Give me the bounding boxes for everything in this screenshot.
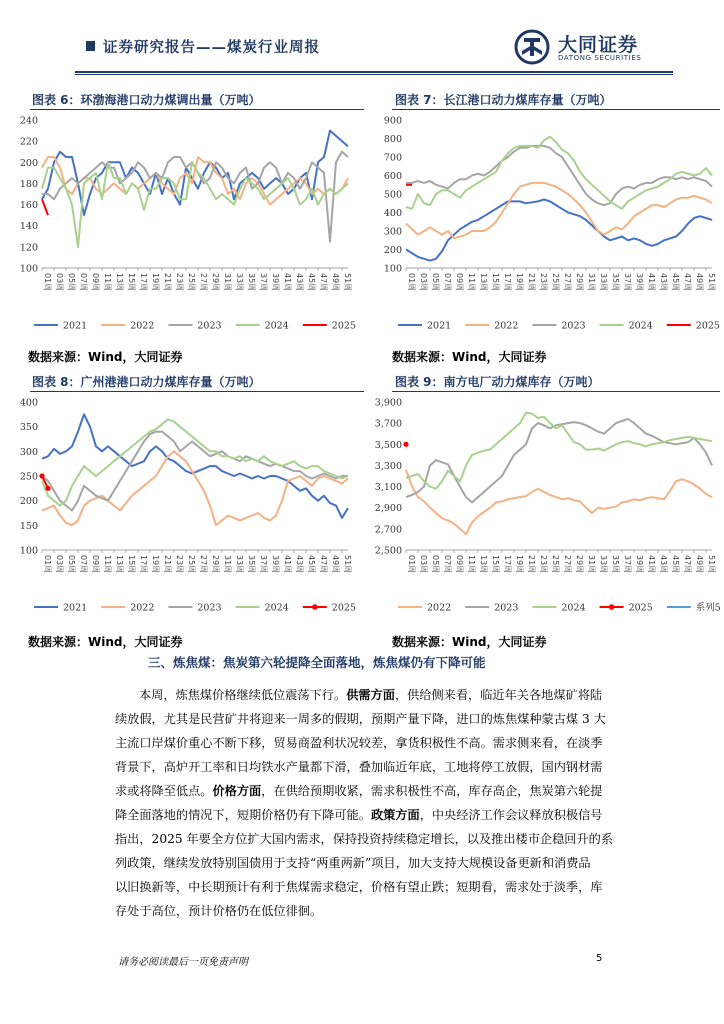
legend-label-2023: 2023 [197, 602, 222, 614]
para-text: ，供给侧来看，临近年关各地煤矿将陆 [394, 688, 603, 702]
disclaimer-note: 请务必阅读最后一页免责声明 [118, 957, 248, 968]
legend-label-2024: 2024 [628, 320, 653, 332]
figure-7-rule [392, 109, 720, 110]
legend-label-2024: 2024 [264, 602, 289, 614]
x-tick-label: 31周 [223, 555, 232, 574]
series-line-2023 [406, 146, 712, 205]
x-tick-label: 45周 [307, 555, 316, 574]
x-tick-label: 41周 [283, 555, 292, 574]
x-tick-label: 11周 [103, 273, 112, 292]
para-line: 指出，2025 年要全方位扩大国内需求，保持投资持续稳定增长，以及推出楼市企稳回升的系 [115, 832, 614, 846]
legend-label-2021: 2021 [63, 602, 88, 614]
legend-label-2023: 2023 [197, 320, 222, 332]
x-tick-label: 51周 [343, 273, 352, 292]
x-tick-label: 27周 [199, 273, 208, 292]
legend-label-2022: 2022 [494, 320, 519, 332]
x-tick-label: 37周 [259, 555, 268, 574]
figure-6-title: 图表 6：环渤海港口动力煤调出量（万吨） [32, 93, 261, 107]
x-tick-label: 09周 [455, 555, 464, 574]
x-tick-label: 15周 [127, 273, 136, 292]
para-text: ，中央经济工作会议释放积极信号 [419, 808, 603, 822]
x-tick-label: 17周 [503, 273, 512, 292]
para-text: 降全面落地的情况下，短期价格仍有下降可能。 [115, 808, 371, 822]
x-tick-label: 09周 [91, 273, 100, 292]
series-line-2022 [406, 183, 712, 239]
figure-6-source: 数据来源：Wind，大同证券 [28, 350, 183, 364]
y-tick-label: 3,100 [374, 482, 402, 494]
x-tick-label: 11周 [467, 555, 476, 574]
x-tick-label: 19周 [515, 555, 524, 574]
x-tick-label: 43周 [295, 555, 304, 574]
series-point-2025 [403, 442, 408, 447]
x-tick-label: 15周 [127, 555, 136, 574]
x-tick-label: 51周 [343, 555, 352, 574]
figure-9-title: 图表 9：南方电厂动力煤库存（万吨） [395, 375, 600, 389]
x-tick-label: 23周 [175, 555, 184, 574]
figure-9-source: 数据来源：Wind，大同证券 [392, 635, 547, 649]
logo-chinese-name: 大同证券 [558, 34, 639, 56]
x-tick-label: 43周 [295, 273, 304, 292]
y-tick-label: 2,700 [374, 524, 402, 536]
x-tick-label: 31周 [587, 555, 596, 574]
x-tick-label: 13周 [115, 273, 124, 292]
y-tick-label: 200 [19, 496, 38, 508]
x-tick-label: 29周 [211, 555, 220, 574]
x-tick-label: 47周 [683, 273, 692, 292]
x-tick-label: 17周 [139, 555, 148, 574]
x-tick-label: 03周 [419, 555, 428, 574]
legend-label-2022: 2022 [130, 602, 155, 614]
x-tick-label: 41周 [647, 273, 656, 292]
x-tick-label: 05周 [67, 555, 76, 574]
y-tick-label: 500 [383, 189, 402, 201]
x-tick-label: 33周 [599, 555, 608, 574]
legend-label-2025: 2025 [331, 602, 356, 614]
x-tick-label: 29周 [211, 273, 220, 292]
y-tick-label: 100 [383, 263, 402, 275]
legend-label-2023: 2023 [561, 320, 586, 332]
figure-7-source: 数据来源：Wind，大同证券 [392, 350, 547, 364]
x-tick-label: 15周 [491, 273, 500, 292]
section-title: 三、炼焦煤：焦炭第六轮提降全面落地，炼焦煤仍有下降可能 [148, 655, 486, 670]
x-tick-label: 37周 [623, 273, 632, 292]
x-tick-label: 39周 [635, 273, 644, 292]
header-rule-thin [75, 74, 673, 75]
x-tick-label: 49周 [695, 555, 704, 574]
y-tick-label: 100 [19, 545, 38, 557]
x-tick-label: 01周 [407, 273, 416, 292]
y-tick-label: 160 [19, 200, 38, 212]
y-tick-label: 180 [19, 178, 38, 190]
x-tick-label: 35周 [247, 273, 256, 292]
legend-label-系列5: 系列5 [695, 602, 721, 614]
header-rule [75, 71, 673, 73]
x-tick-label: 35周 [611, 555, 620, 574]
y-tick-label: 150 [19, 520, 38, 532]
series-line-2023 [42, 432, 348, 511]
figure-8-source: 数据来源：Wind，大同证券 [28, 635, 183, 649]
x-tick-label: 43周 [659, 555, 668, 574]
x-tick-label: 05周 [431, 273, 440, 292]
x-tick-label: 35周 [247, 555, 256, 574]
x-tick-label: 35周 [611, 273, 620, 292]
x-tick-label: 39周 [635, 555, 644, 574]
para-emphasis-policy: 政策方面 [370, 808, 420, 822]
y-tick-label: 3,900 [374, 397, 402, 409]
y-tick-label: 400 [383, 208, 402, 219]
para-text: 本周，炼焦煤价格继续低位震荡下行。 [139, 688, 347, 702]
x-tick-label: 09周 [455, 273, 464, 292]
para-line: 背景下，高炉开工率和日均铁水产量都下滑，叠加临近年底，工地将停工放假，国内钢材需 [115, 760, 603, 774]
x-tick-label: 03周 [55, 555, 64, 574]
x-tick-label: 49周 [695, 273, 704, 292]
x-tick-label: 21周 [527, 555, 536, 574]
figure-9-rule [392, 391, 720, 392]
series-point-2025 [45, 486, 50, 491]
series-line-2022 [406, 470, 712, 534]
x-tick-label: 07周 [443, 273, 452, 292]
x-tick-label: 33周 [599, 273, 608, 292]
series-line-2024 [42, 419, 348, 505]
x-tick-label: 45周 [671, 555, 680, 574]
x-tick-label: 51周 [707, 273, 716, 292]
x-tick-label: 03周 [419, 273, 428, 292]
series-line-2021 [406, 200, 712, 261]
x-tick-label: 05周 [431, 555, 440, 574]
para-line: 列政策，继续发放特别国债用于支持“两重两新”项目，加大支持大规模设备更新和消费品 [115, 856, 591, 870]
y-tick-label: 300 [383, 226, 402, 238]
x-tick-label: 03周 [55, 273, 64, 292]
para-text: 求或将降至低点。 [115, 784, 213, 798]
figure-8-title: 图表 8：广州港港口动力煤库存量（万吨） [32, 375, 261, 389]
y-tick-label: 3,500 [374, 439, 402, 451]
x-tick-label: 11周 [467, 273, 476, 292]
y-tick-label: 900 [383, 115, 402, 127]
y-tick-label: 250 [19, 471, 38, 483]
x-tick-label: 11周 [103, 555, 112, 574]
y-tick-label: 350 [19, 422, 38, 434]
y-tick-label: 3,300 [374, 460, 402, 472]
x-tick-label: 49周 [331, 555, 340, 574]
x-tick-label: 07周 [443, 555, 452, 574]
y-tick-label: 800 [383, 134, 402, 145]
y-tick-label: 240 [19, 115, 38, 127]
legend-label-2021: 2021 [427, 320, 452, 332]
y-tick-label: 200 [19, 157, 38, 169]
x-tick-label: 29周 [575, 555, 584, 574]
y-tick-label: 220 [19, 136, 38, 148]
legend-label-2022: 2022 [427, 602, 452, 614]
x-tick-label: 47周 [319, 555, 328, 574]
series-point-2025 [39, 473, 44, 478]
y-tick-label: 700 [383, 152, 402, 164]
x-tick-label: 15周 [491, 555, 500, 574]
x-tick-label: 13周 [479, 273, 488, 292]
y-tick-label: 600 [383, 171, 402, 182]
x-tick-label: 23周 [539, 555, 548, 574]
x-tick-label: 31周 [587, 273, 596, 292]
y-tick-label: 140 [19, 221, 38, 233]
x-tick-label: 45周 [307, 273, 316, 292]
legend-marker-2025 [312, 604, 318, 610]
para-emphasis-price: 价格方面 [212, 784, 262, 798]
x-tick-label: 49周 [331, 273, 340, 292]
x-tick-label: 41周 [283, 273, 292, 292]
y-tick-label: 3,700 [374, 418, 402, 430]
x-tick-label: 01周 [43, 273, 52, 292]
figure-8-rule [30, 391, 364, 392]
x-tick-label: 33周 [235, 273, 244, 292]
legend-label-2025: 2025 [331, 320, 356, 332]
x-tick-label: 29周 [575, 273, 584, 292]
figure-6-rule [30, 109, 364, 110]
x-tick-label: 37周 [259, 273, 268, 292]
chart-8 [2, 394, 358, 622]
x-tick-label: 01周 [43, 555, 52, 574]
x-tick-label: 33周 [235, 555, 244, 574]
x-tick-label: 31周 [223, 273, 232, 292]
x-tick-label: 01周 [407, 555, 416, 574]
report-title: 证券研究报告——煤炭行业周报 [103, 40, 320, 56]
x-tick-label: 17周 [503, 555, 512, 574]
x-tick-label: 51周 [707, 555, 716, 574]
figure-7-title: 图表 7：长江港口动力煤库存量（万吨） [395, 93, 612, 107]
x-tick-label: 41周 [647, 555, 656, 574]
x-tick-label: 37周 [623, 555, 632, 574]
x-tick-label: 17周 [139, 273, 148, 292]
x-tick-label: 39周 [271, 273, 280, 292]
para-line: 续放假，尤其是民营矿井将迎来一周多的假期，预期产量下降，进口的炼焦煤种蒙古煤 3 大 [115, 712, 606, 726]
x-tick-label: 21周 [527, 273, 536, 292]
x-tick-label: 25周 [551, 555, 560, 574]
y-tick-label: 2,500 [374, 545, 402, 557]
series-line-2023 [42, 152, 348, 242]
x-tick-label: 21周 [163, 555, 172, 574]
legend-label-2025: 2025 [628, 602, 653, 614]
x-tick-label: 07周 [79, 273, 88, 292]
x-tick-label: 13周 [479, 555, 488, 574]
chart-9 [366, 394, 722, 622]
x-tick-label: 47周 [319, 273, 328, 292]
x-tick-label: 19周 [515, 273, 524, 292]
x-tick-label: 25周 [187, 273, 196, 292]
legend-label-2025: 2025 [695, 320, 720, 332]
series-line-2025 [42, 199, 48, 215]
chart-6 [2, 112, 358, 340]
x-tick-label: 39周 [271, 555, 280, 574]
legend-label-2022: 2022 [130, 320, 155, 332]
body-paragraph [115, 683, 623, 923]
x-tick-label: 23周 [539, 273, 548, 292]
x-tick-label: 45周 [671, 273, 680, 292]
x-tick-label: 27周 [199, 555, 208, 574]
series-line-2023 [406, 419, 712, 503]
y-tick-label: 200 [383, 245, 402, 256]
y-tick-label: 120 [19, 242, 38, 254]
y-tick-label: 300 [19, 446, 38, 458]
x-tick-label: 19周 [151, 273, 160, 292]
x-tick-label: 23周 [175, 273, 184, 292]
chart-7 [366, 112, 722, 340]
x-tick-label: 13周 [115, 555, 124, 574]
legend-label-2024: 2024 [264, 320, 289, 332]
x-tick-label: 25周 [551, 273, 560, 292]
y-tick-label: 2,900 [374, 503, 402, 515]
x-tick-label: 21周 [163, 273, 172, 292]
header-square-icon [86, 41, 95, 51]
x-tick-label: 43周 [659, 273, 668, 292]
para-text: ，在供给预期收紧，需求积极性不高，库存高企，焦炭第六轮提 [261, 784, 603, 798]
y-tick-label: 100 [19, 263, 38, 275]
para-line: 主流口岸煤价重心不断下移，贸易商盈利状况较差，拿货积极性不高。需求侧来看，在淡季 [115, 736, 603, 750]
page-number: 5 [596, 953, 603, 964]
x-tick-label: 19周 [151, 555, 160, 574]
x-tick-label: 27周 [563, 273, 572, 292]
para-line: 存处于高位，预计价格仍在低位徘徊。 [115, 904, 323, 918]
x-tick-label: 27周 [563, 555, 572, 574]
x-tick-label: 09周 [91, 555, 100, 574]
x-tick-label: 05周 [67, 273, 76, 292]
legend-marker-2025 [609, 604, 615, 610]
x-tick-label: 47周 [683, 555, 692, 574]
x-tick-label: 25周 [187, 555, 196, 574]
legend-label-2021: 2021 [63, 320, 88, 332]
y-tick-label: 400 [19, 397, 38, 409]
logo-english-name: DATONG SECURITIES [558, 54, 642, 62]
para-line: 以旧换新等，中长期预计有利于焦煤需求稳定，价格有望止跌；短期看，需求处于淡季，库 [115, 880, 603, 894]
legend-label-2023: 2023 [494, 602, 519, 614]
x-tick-label: 07周 [79, 555, 88, 574]
legend-label-2024: 2024 [561, 602, 586, 614]
series-line-2024 [406, 137, 712, 209]
para-emphasis-supply: 供需方面 [346, 688, 395, 702]
